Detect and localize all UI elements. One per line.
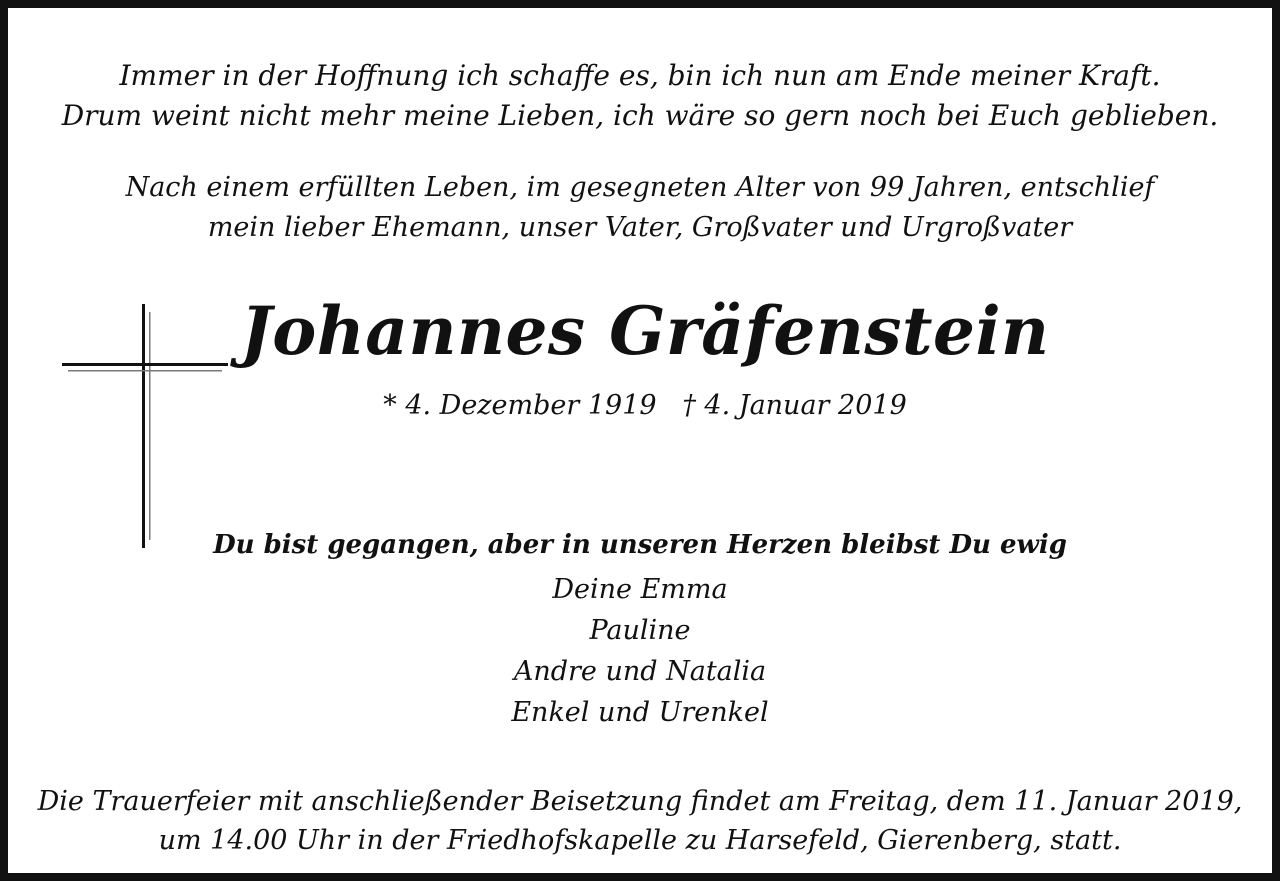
service-line-1: Die Trauerfeier mit anschließender Beisetzung findet am Freitag, dem 11. Januar 2019, xyxy=(37,786,1243,817)
family-member-4: Enkel und Urenkel xyxy=(511,697,769,728)
intro-line-1: Nach einem erfüllten Leben, im gesegneten Alter von 99 Jahren, entschlief xyxy=(125,172,1155,203)
deceased-name: Johannes Gräfenstein xyxy=(240,292,1050,370)
motto: Du bist gegangen, aber in unseren Herzen bleibst Du ewig xyxy=(213,530,1067,560)
service-line-2: um 14.00 Uhr in der Friedhofskapelle zu Harsefeld, Gierenberg, statt. xyxy=(158,825,1122,856)
family-member-3: Andre und Natalia xyxy=(513,656,767,687)
quote-line-2: Drum weint nicht mehr meine Lieben, ich wäre so gern noch bei Euch geblieben. xyxy=(61,99,1219,132)
family-member-1: Deine Emma xyxy=(552,574,728,605)
intro-line-2: mein lieber Ehemann, unser Vater, Großvater und Urgroßvater xyxy=(207,212,1073,243)
quote-line-1: Immer in der Hoffnung ich schaffe es, bin ich nun am Ende meiner Kraft. xyxy=(119,59,1161,92)
life-dates: * 4. Dezember 1919 † 4. Januar 2019 xyxy=(383,390,907,421)
family-member-2: Pauline xyxy=(589,615,691,646)
